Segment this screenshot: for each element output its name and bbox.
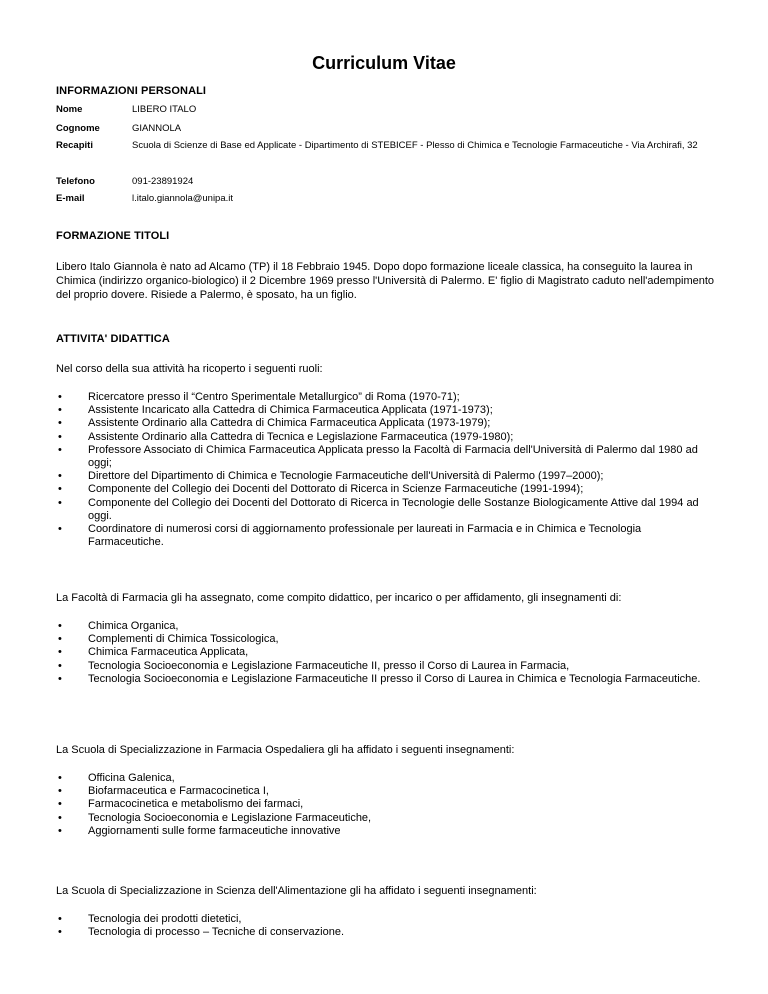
- info-value: GIANNOLA: [132, 123, 182, 134]
- info-row-email: [56, 193, 716, 210]
- list-item: • Assistente Incaricato alla Cattedra di Chimica Farmaceutica Applicata (1971-1973);: [58, 404, 493, 417]
- list-item: • Coordinatore di numerosi corsi di aggiornamento professionale per laureati in Farmacia e in Chimica e Tecnologia Farmaceutiche.: [58, 523, 642, 549]
- bullet-icon: •: [58, 772, 62, 784]
- alimentazione-list: [56, 913, 718, 939]
- bullet-icon: •: [58, 785, 62, 798]
- list-item: • Chimica Farmaceutica Applicata,: [58, 646, 249, 659]
- bullet-icon: •: [58, 926, 62, 939]
- facolta-intro: La Facoltà di Farmacia gli ha assegnato, come compito didattico, per incarico o per affidamento, gli insegnamenti di:: [56, 592, 622, 604]
- info-value: 091-23891924: [132, 176, 194, 187]
- list-item: • Complementi di Chimica Tossicologica,: [58, 633, 279, 646]
- list-item: • Componente del Collegio dei Docenti del Dottorato di Ricerca in Scienze Farmaceutiche (1991-1994);: [58, 483, 584, 496]
- info-label: Recapiti: [56, 140, 93, 151]
- formazione-paragraph: Libero Italo Giannola è nato ad Alcamo (TP) il 18 Febbraio 1945. Dopo dopo formazione liceale classica, ha conseguito la laurea in Chimica (indirizzo organico-biologico) il 2 Dicembre 1969 presso l'Università di Palermo. E' figlio di Magistrato caduto nell'adempimento del proprio dovere. Risiede a Palermo, è sposato, ha un figlio.: [56, 261, 715, 301]
- list-item: • Componente del Collegio dei Docenti del Dottorato di Ricerca in Tecnologie delle Sostanze Biologicamente Attive dal 1994 ad oggi.: [58, 496, 699, 522]
- info-label: E-mail: [56, 193, 85, 204]
- bullet-icon: •: [58, 523, 62, 536]
- list-item: • Biofarmaceutica e Farmacocinetica I,: [58, 785, 269, 798]
- info-value: LIBERO ITALO: [132, 104, 197, 115]
- bullet-icon: •: [58, 404, 62, 417]
- formazione-heading: FORMAZIONE TITOLI: [56, 230, 170, 242]
- list-item: • Chimica Organica,: [58, 620, 179, 632]
- bullet-icon: •: [58, 672, 62, 685]
- list-item: • Tecnologia Socioeconomia e Legislazione Farmaceutiche,: [58, 811, 372, 824]
- list-item: • Ricercatore presso il “Centro Sperimentale Metallurgico” di Roma (1970-71);: [58, 391, 460, 403]
- bullet-icon: •: [58, 443, 62, 456]
- personal-info-table: [56, 101, 716, 210]
- list-item: • Assistente Ordinario alla Cattedra di Tecnica e Legislazione Farmaceutica (1979-1980);: [58, 430, 514, 443]
- bullet-icon: •: [58, 798, 62, 811]
- bullet-icon: •: [58, 483, 62, 496]
- info-label: Telefono: [56, 176, 95, 187]
- bullet-icon: •: [58, 811, 62, 824]
- list-item: • Tecnologia Socioeconomia e Legislazione Farmaceutiche II, presso il Corso di Laurea in Farmacia,: [58, 659, 570, 672]
- list-item: • Farmacocinetica e metabolismo dei farmaci,: [58, 798, 304, 811]
- ospedaliera-intro: La Scuola di Specializzazione in Farmacia Ospedaliera gli ha affidato i seguenti insegnamenti:: [56, 744, 515, 756]
- list-item: • Tecnologia dei prodotti dietetici,: [58, 913, 242, 925]
- list-item: • Aggiornamenti sulle forme farmaceutiche innovative: [58, 824, 341, 837]
- bullet-icon: •: [58, 430, 62, 443]
- info-row-recapiti: [56, 140, 716, 176]
- personal-info-heading: INFORMAZIONI PERSONALI: [56, 85, 207, 97]
- list-item: • Professore Associato di Chimica Farmaceutica Applicata presso la Facoltà di Farmacia dell'Università di Palermo dal 1980 ad oggi;: [58, 443, 698, 470]
- list-item: • Direttore del Dipartimento di Chimica e Tecnologie Farmaceutiche dell'Università di Palermo (1997–2000);: [58, 470, 604, 483]
- info-row-nome: [56, 101, 716, 123]
- list-item: • Tecnologia di processo – Tecniche di conservazione.: [58, 926, 345, 939]
- bullet-icon: •: [58, 824, 62, 837]
- alimentazione-intro: La Scuola di Specializzazione in Scienza dell'Alimentazione gli ha affidato i seguenti insegnamenti:: [56, 885, 537, 897]
- bullet-icon: •: [58, 470, 62, 483]
- list-item: • Assistente Ordinario alla Cattedra di Chimica Farmaceutica Applicata (1973-1979);: [58, 417, 491, 430]
- bullet-icon: •: [58, 659, 62, 672]
- email-value: l.italo.giannola@unipa.it: [132, 193, 234, 204]
- list-item: • Tecnologia Socioeconomia e Legislazione Farmaceutiche II presso il Corso di Laurea in Chimica e Tecnologia Farmaceutiche.: [58, 672, 701, 685]
- didattica-intro: Nel corso della sua attività ha ricoperto i seguenti ruoli:: [56, 363, 323, 375]
- ospedaliera-list: [56, 772, 718, 838]
- info-value: Scuola di Scienze di Base ed Applicate - Dipartimento di STEBICEF - Plesso di Chimica e Tecnologie Farmaceutiche - Via Archirafi, 32: [132, 140, 698, 151]
- roles-list: [56, 391, 718, 549]
- bullet-icon: •: [58, 913, 62, 925]
- info-label: Nome: [56, 104, 83, 115]
- list-item: • Officina Galenica,: [58, 772, 175, 784]
- bullet-icon: •: [58, 646, 62, 659]
- bullet-icon: •: [58, 633, 62, 646]
- facolta-list: [56, 620, 718, 686]
- bullet-icon: •: [58, 417, 62, 430]
- info-row-cognome: [56, 123, 716, 140]
- info-label: Cognome: [56, 123, 100, 134]
- bullet-icon: •: [58, 496, 62, 509]
- document-title: Curriculum Vitae: [312, 53, 456, 73]
- info-row-telefono: [56, 176, 716, 193]
- bullet-icon: •: [58, 620, 62, 632]
- didattica-heading: ATTIVITA' DIDATTICA: [56, 333, 170, 345]
- bullet-icon: •: [58, 391, 62, 403]
